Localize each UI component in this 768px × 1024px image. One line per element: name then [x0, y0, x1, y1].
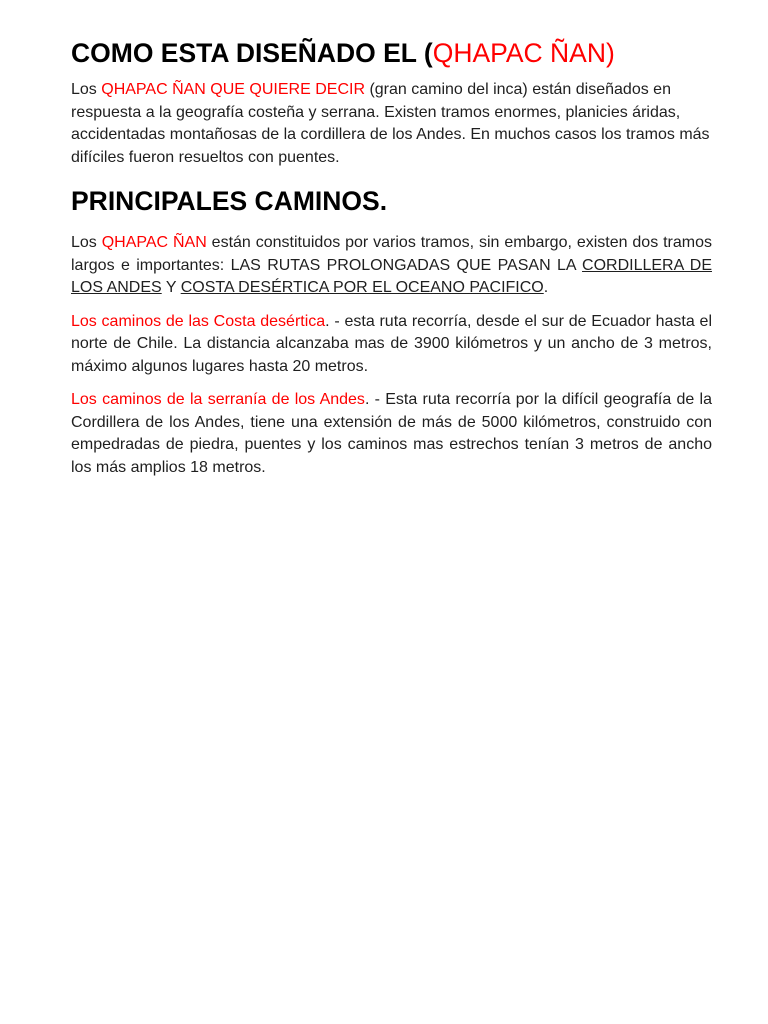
- andes-roads-body: . - Esta ruta recorría por la difícil geografía de la Cordillera de los Andes, tiene una extensión de más de 5000 kilómetros, construido con empedradas de piedra, puentes y los caminos mas estrechos tenían 3 metros de ancho los más amplios 18 metros.: [71, 391, 713, 476]
- paragraph-coast-roads: [71, 311, 712, 379]
- underlined-andes: CORDILLERA DE LOS ANDES: [71, 256, 712, 296]
- andes-roads-heading: Los caminos de la serranía de los Andes: [71, 391, 365, 408]
- paragraph-andes-roads: [71, 389, 712, 479]
- coast-roads-body: . - esta ruta recorría, desde el sur de Ecuador hasta el norte de Chile. La distancia alcanzaba mas de 3900 kilómetros y un ancho de 3 metros, máximo algunos lugares hasta 20 metros.: [71, 312, 712, 375]
- section-title-main-roads: PRINCIPALES CAMINOS.: [71, 186, 388, 216]
- intro-lead: Los: [71, 81, 102, 98]
- intro-body: (gran camino del inca) están diseñados en respuesta a la geografía costeña y serrana. Existen tramos enormes, planicies áridas, accidentadas montañosas de la cordillera de los Andes. En muchos casos los tramos más difíciles fueron resueltos con puentes.: [71, 81, 710, 166]
- main-roads-body: están constituidos por varios tramos, sin embargo, existen dos tramos largos e importantes: LAS RUTAS PROLONGADAS QUE PASAN LA: [71, 234, 713, 274]
- coast-roads-heading: Los caminos de las Costa desértica: [71, 312, 326, 330]
- main-roads-highlight: QHAPAC ÑAN: [101, 234, 207, 251]
- paragraph-main-roads: [71, 232, 712, 300]
- title-prefix: COMO ESTA DISEÑADO EL (: [71, 38, 433, 68]
- document-page: [71, 34, 712, 490]
- conjunction: Y: [161, 279, 181, 296]
- section-title-design: [71, 34, 712, 72]
- title-highlight: QHAPAC ÑAN): [432, 38, 615, 68]
- paragraph-intro: [71, 79, 712, 169]
- underlined-coast: COSTA DESÉRTICA POR EL OCEANO PACIFICO: [180, 279, 544, 296]
- main-roads-end: .: [543, 279, 549, 296]
- main-roads-lead: Los: [71, 234, 102, 251]
- intro-highlight: QHAPAC ÑAN QUE QUIERE DECIR: [101, 81, 365, 98]
